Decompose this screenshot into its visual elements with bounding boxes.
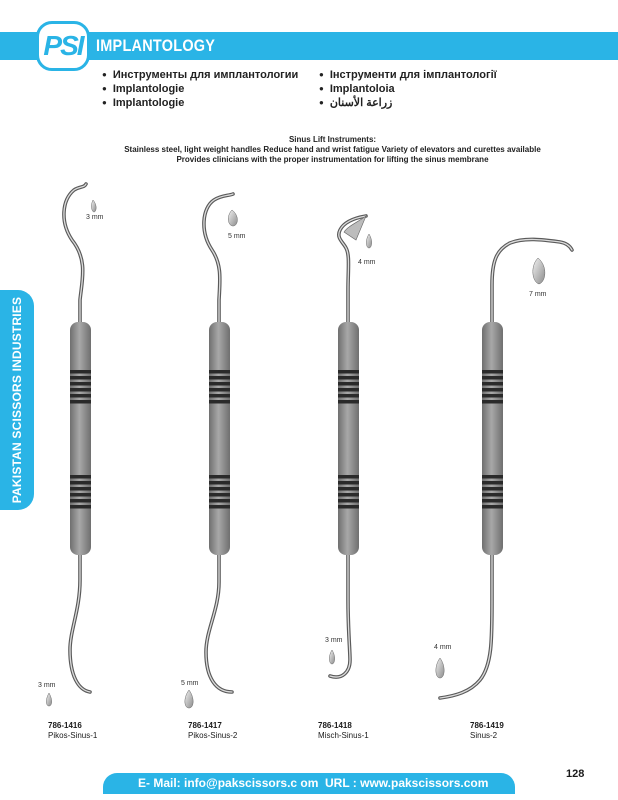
product-code: 786-1418 <box>318 721 352 730</box>
product-name: Sinus-2 <box>470 731 498 740</box>
tip-size-label: 3 mm <box>86 214 104 221</box>
description-line-1: Stainless steel, light weight handles Reduce hand and wrist fatigue Variety of elevators and curettes available <box>124 145 541 154</box>
instruments-illustration <box>0 170 618 725</box>
page-number: 128 <box>566 768 585 780</box>
footer-email[interactable]: E- Mail: info@pakscissors.c om <box>138 776 319 790</box>
product-code: 786-1419 <box>470 721 504 730</box>
language-item: ● Инструменты для имплантологии <box>102 68 298 82</box>
language-item: ● Implantologie <box>102 82 298 96</box>
language-item: ● Implantoloia <box>319 82 497 96</box>
tip-size-label: 5 mm <box>181 680 199 687</box>
language-list-left <box>102 68 298 110</box>
product-code: 786-1416 <box>48 721 82 730</box>
tip-size-label: 3 mm <box>325 637 343 644</box>
product-name: Pikos-Sinus-1 <box>48 731 98 740</box>
logo-text: PSI <box>43 30 83 61</box>
instrument-786-1419 <box>436 239 572 698</box>
language-item: ● زراعة الأسنان <box>319 96 497 110</box>
header-bar <box>0 32 618 60</box>
product-description <box>60 135 605 165</box>
tip-size-label: 4 mm <box>434 644 452 651</box>
description-title: Sinus Lift Instruments: <box>288 135 377 144</box>
footer-url[interactable]: URL : www.pakscissors.com <box>325 776 489 790</box>
tip-size-label: 5 mm <box>228 233 246 240</box>
tip-size-label: 7 mm <box>529 291 547 298</box>
language-list-right <box>319 68 497 110</box>
language-item: ● Інструменти для імплантології <box>319 68 497 82</box>
tip-size-label: 4 mm <box>358 259 376 266</box>
instrument-786-1417 <box>185 194 238 708</box>
instrument-786-1416 <box>46 184 96 706</box>
product-code: 786-1417 <box>188 721 222 730</box>
instrument-786-1418 <box>329 216 371 677</box>
tip-size-label: 3 mm <box>38 682 56 689</box>
product-name: Misch-Sinus-1 <box>318 731 369 740</box>
product-name: Pikos-Sinus-2 <box>188 731 238 740</box>
description-line-2: Provides clinicians with the proper instrumentation for lifting the sinus membrane <box>176 155 489 164</box>
language-item: ● Implantologie <box>102 96 298 110</box>
side-tab-label: PAKISTAN SCISSORS INDUSTRIES <box>10 296 24 504</box>
page-title: IMPLANTOLOGY <box>96 36 216 55</box>
company-logo <box>36 21 90 71</box>
